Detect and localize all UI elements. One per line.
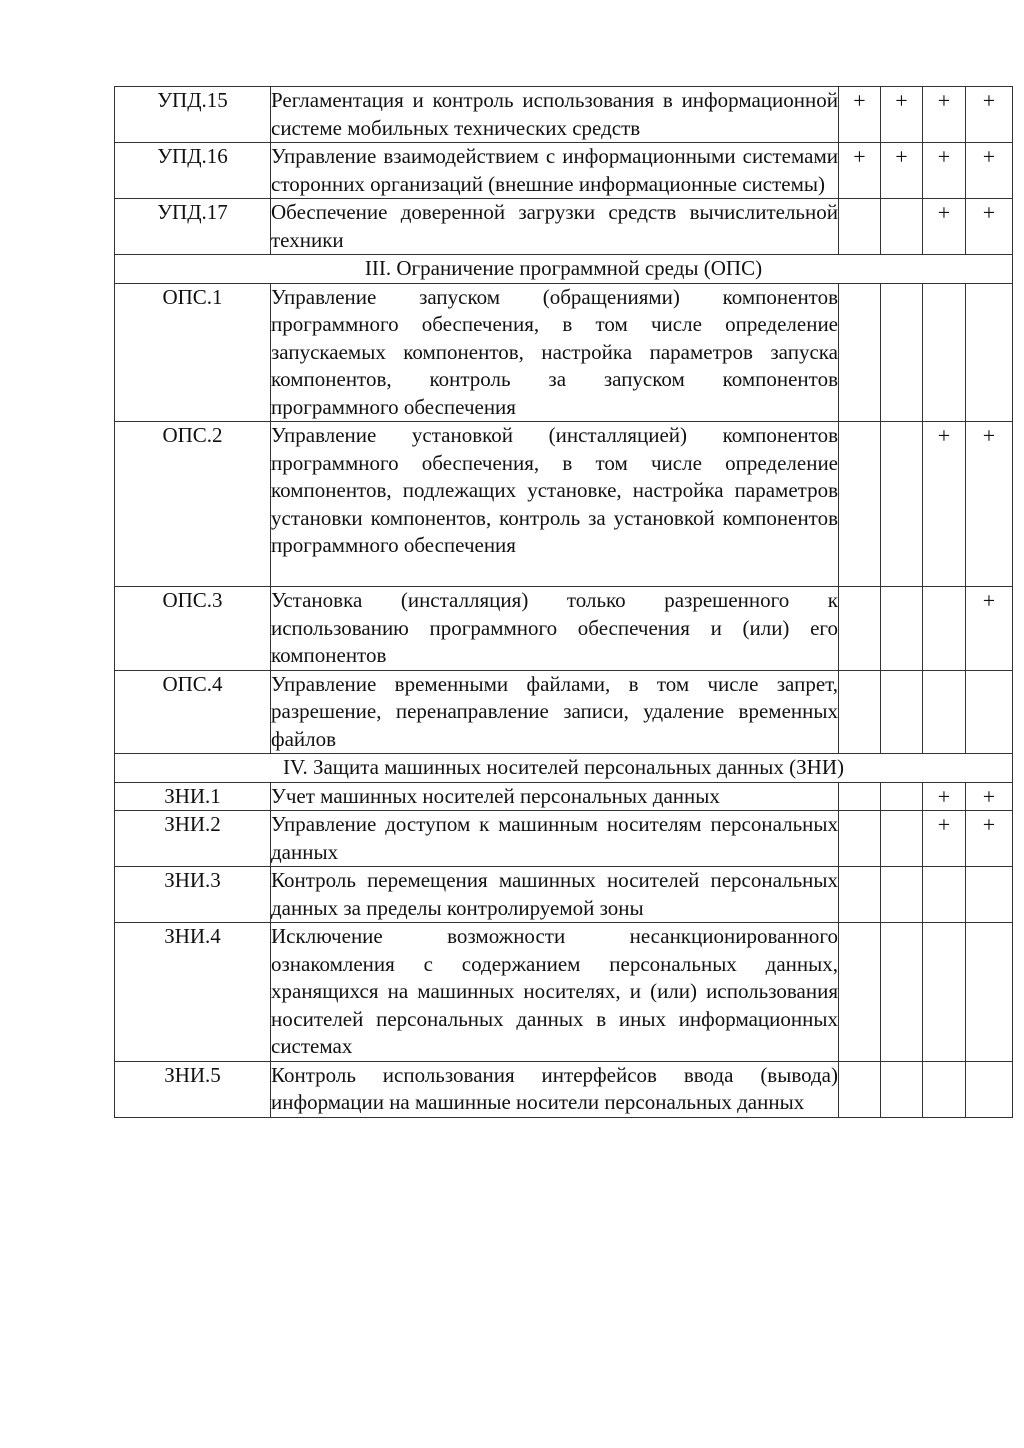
protection-level-3-mark: + [923, 143, 966, 199]
measure-description: Управление временными файлами, в том числе запрет, разрешение, перенаправление записи, удаление временных файлов [271, 670, 839, 754]
measure-code: УПД.16 [115, 143, 271, 199]
protection-level-1-mark [839, 587, 881, 671]
measure-code: ЗНИ.4 [115, 923, 271, 1062]
protection-level-3-mark: + [923, 87, 966, 143]
measure-description: Управление взаимодействием с информационными системами сторонних организаций (внешние информационные системы) [271, 143, 839, 199]
measure-code: ЗНИ.5 [115, 1061, 271, 1117]
measure-code: ЗНИ.3 [115, 867, 271, 923]
table-row [115, 87, 1013, 143]
measure-code: УПД.15 [115, 87, 271, 143]
protection-level-3-mark [923, 670, 966, 754]
protection-level-3-mark [923, 283, 966, 422]
measure-description: Контроль использования интерфейсов ввода (вывода) информации на машинные носители персональных данных [271, 1061, 839, 1117]
table-row [115, 1061, 1013, 1117]
protection-level-4-mark [966, 923, 1013, 1062]
table-row [115, 143, 1013, 199]
measure-code: ОПС.3 [115, 587, 271, 671]
protection-level-2-mark [881, 670, 923, 754]
measure-code: ОПС.1 [115, 283, 271, 422]
measure-description: Учет машинных носителей персональных данных [271, 782, 839, 811]
protection-level-2-mark [881, 782, 923, 811]
protection-level-1-mark [839, 422, 881, 587]
protection-level-2-mark [881, 199, 923, 255]
protection-level-1-mark [839, 867, 881, 923]
protection-level-4-mark [966, 283, 1013, 422]
protection-level-1-mark [839, 199, 881, 255]
protection-level-1-mark [839, 1061, 881, 1117]
protection-level-2-mark [881, 811, 923, 867]
protection-level-4-mark: + [966, 587, 1013, 671]
section-header-row [115, 255, 1013, 284]
protection-level-1-mark: + [839, 143, 881, 199]
measure-code: ОПС.4 [115, 670, 271, 754]
protection-level-1-mark [839, 283, 881, 422]
protection-level-4-mark [966, 670, 1013, 754]
protection-level-3-mark: + [923, 199, 966, 255]
table-row [115, 199, 1013, 255]
table-row [115, 782, 1013, 811]
measure-code: ЗНИ.2 [115, 811, 271, 867]
measure-description: Регламентация и контроль использования в информационной системе мобильных технических средств [271, 87, 839, 143]
table-row [115, 283, 1013, 422]
table-row [115, 923, 1013, 1062]
protection-level-4-mark: + [966, 87, 1013, 143]
section-title: III. Ограничение программной среды (ОПС) [115, 255, 1013, 284]
table-row [115, 587, 1013, 671]
protection-level-2-mark: + [881, 87, 923, 143]
protection-level-2-mark [881, 867, 923, 923]
protection-level-4-mark: + [966, 143, 1013, 199]
protection-level-1-mark [839, 782, 881, 811]
measure-description: Контроль перемещения машинных носителей персональных данных за пределы контролируемой зоны [271, 867, 839, 923]
protection-level-1-mark [839, 923, 881, 1062]
security-measures-table [114, 86, 1013, 1118]
measure-description: Обеспечение доверенной загрузки средств вычислительной техники [271, 199, 839, 255]
table-row [115, 867, 1013, 923]
measure-description: Управление запуском (обращениями) компонентов программного обеспечения, в том числе определение запускаемых компонентов, настройка параметров запуска компонентов, контроль за запуском компонентов программного обеспечения [271, 283, 839, 422]
protection-level-2-mark [881, 422, 923, 587]
protection-level-3-mark: + [923, 782, 966, 811]
measure-description: Управление доступом к машинным носителям персональных данных [271, 811, 839, 867]
measure-code: ОПС.2 [115, 422, 271, 587]
protection-level-4-mark: + [966, 199, 1013, 255]
protection-level-1-mark: + [839, 87, 881, 143]
table-row [115, 670, 1013, 754]
protection-level-4-mark [966, 867, 1013, 923]
measure-description: Управление установкой (инсталляцией) компонентов программного обеспечения, в том числе определение компонентов, подлежащих установке, настройка параметров установки компонентов, контроль за установкой компонентов программного обеспечения [271, 422, 839, 587]
section-header-row [115, 754, 1013, 783]
protection-level-4-mark: + [966, 782, 1013, 811]
table-row [115, 422, 1013, 587]
protection-level-2-mark [881, 587, 923, 671]
protection-level-2-mark [881, 923, 923, 1062]
protection-level-4-mark [966, 1061, 1013, 1117]
protection-level-2-mark: + [881, 143, 923, 199]
table-row [115, 811, 1013, 867]
protection-level-4-mark: + [966, 422, 1013, 587]
measure-code: ЗНИ.1 [115, 782, 271, 811]
protection-level-1-mark [839, 811, 881, 867]
protection-level-3-mark [923, 587, 966, 671]
protection-level-3-mark [923, 923, 966, 1062]
protection-level-4-mark: + [966, 811, 1013, 867]
protection-level-1-mark [839, 670, 881, 754]
section-title: IV. Защита машинных носителей персональных данных (ЗНИ) [115, 754, 1013, 783]
measure-code: УПД.17 [115, 199, 271, 255]
protection-level-3-mark [923, 1061, 966, 1117]
measure-description: Исключение возможности несанкционированного ознакомления с содержанием персональных данных, хранящихся на машинных носителях, и (или) использования носителей персональных данных в иных информационных системах [271, 923, 839, 1062]
protection-level-3-mark: + [923, 811, 966, 867]
protection-level-3-mark [923, 867, 966, 923]
protection-level-3-mark: + [923, 422, 966, 587]
protection-level-2-mark [881, 1061, 923, 1117]
protection-level-2-mark [881, 283, 923, 422]
measure-description: Установка (инсталляция) только разрешенного к использованию программного обеспечения и (или) его компонентов [271, 587, 839, 671]
